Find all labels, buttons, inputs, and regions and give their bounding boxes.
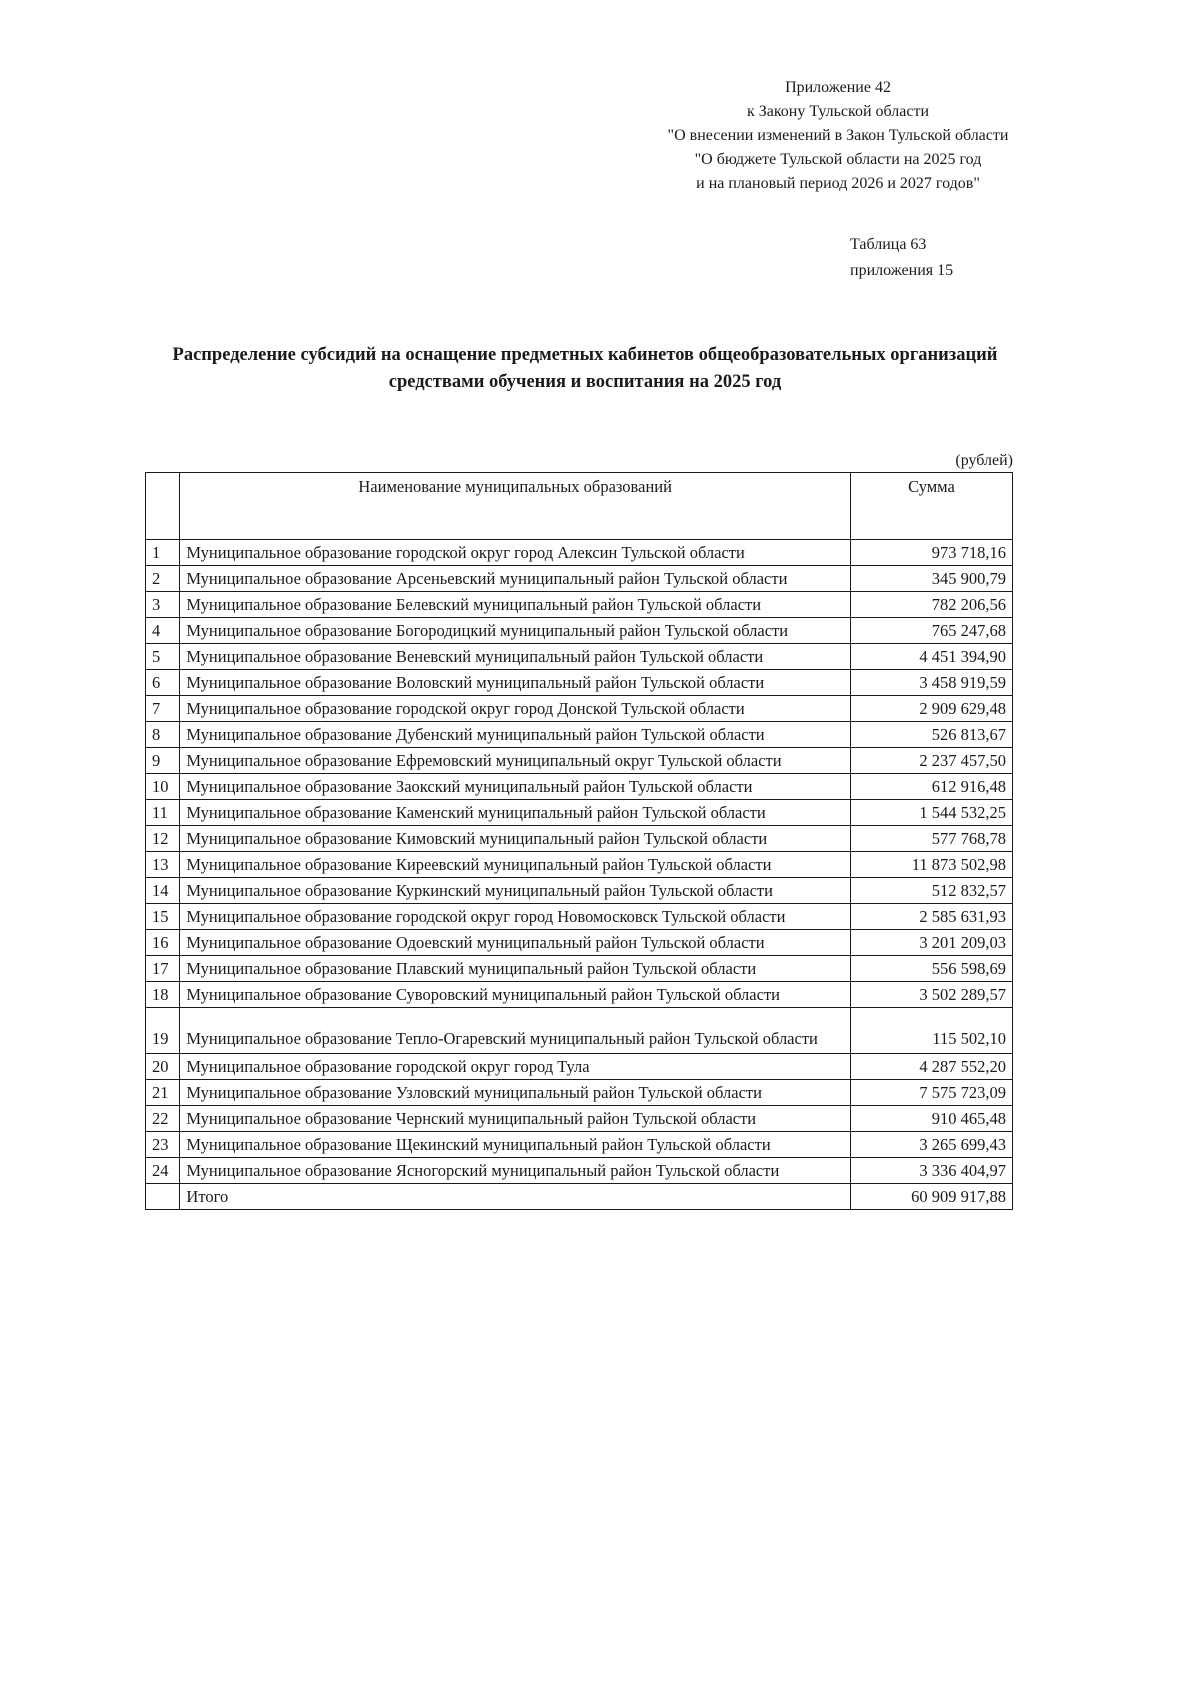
row-num: 3	[146, 592, 180, 618]
row-num: 10	[146, 774, 180, 800]
row-num: 15	[146, 904, 180, 930]
row-sum: 612 916,48	[850, 774, 1012, 800]
row-num: 17	[146, 956, 180, 982]
total-row	[146, 1184, 1013, 1210]
table-reference-line: приложения 15	[850, 262, 954, 279]
row-num: 11	[146, 800, 180, 826]
row-num: 1	[146, 540, 180, 566]
row-name: Муниципальное образование Узловский муниципальный район Тульской области	[180, 1080, 851, 1106]
row-name: Муниципальное образование Плавский муниципальный район Тульской области	[180, 956, 851, 982]
total-sum: 60 909 917,88	[850, 1184, 1012, 1210]
table-row	[146, 852, 1013, 878]
row-sum: 556 598,69	[850, 956, 1012, 982]
table-row	[146, 982, 1013, 1008]
total-label: Итого	[180, 1184, 851, 1210]
row-num: 7	[146, 696, 180, 722]
table-header-row	[146, 473, 1013, 540]
row-name: Муниципальное образование Белевский муниципальный район Тульской области	[180, 592, 851, 618]
appendix-line: и на плановый период 2026 и 2027 годов"	[696, 175, 980, 192]
row-sum: 765 247,68	[850, 618, 1012, 644]
row-name: Муниципальное образование Щекинский муниципальный район Тульской области	[180, 1132, 851, 1158]
row-name: Муниципальное образование городской округ город Тула	[180, 1054, 851, 1080]
row-name: Муниципальное образование городской округ город Новомосковск Тульской области	[180, 904, 851, 930]
total-num-cell	[146, 1184, 180, 1210]
row-name: Муниципальное образование Одоевский муниципальный район Тульской области	[180, 930, 851, 956]
row-sum: 782 206,56	[850, 592, 1012, 618]
row-num: 22	[146, 1106, 180, 1132]
table-row	[146, 1106, 1013, 1132]
row-name: Муниципальное образование Дубенский муниципальный район Тульской области	[180, 722, 851, 748]
row-name: Муниципальное образование Ефремовский муниципальный округ Тульской области	[180, 748, 851, 774]
row-name: Муниципальное образование Веневский муниципальный район Тульской области	[180, 644, 851, 670]
table-row	[146, 644, 1013, 670]
row-num: 13	[146, 852, 180, 878]
row-num: 14	[146, 878, 180, 904]
row-num: 6	[146, 670, 180, 696]
table-row	[146, 930, 1013, 956]
header-name: Наименование муниципальных образований	[180, 473, 851, 540]
table-row	[146, 826, 1013, 852]
row-sum: 910 465,48	[850, 1106, 1012, 1132]
subsidies-table	[145, 472, 1013, 1210]
row-sum: 2 909 629,48	[850, 696, 1012, 722]
appendix-line: "О внесении изменений в Закон Тульской области	[667, 127, 1009, 144]
row-name: Муниципальное образование Богородицкий муниципальный район Тульской области	[180, 618, 851, 644]
table-row	[146, 670, 1013, 696]
row-sum: 512 832,57	[850, 878, 1012, 904]
row-num: 12	[146, 826, 180, 852]
row-name: Муниципальное образование Тепло-Огаревский муниципальный район Тульской области	[180, 1008, 851, 1054]
appendix-block	[662, 76, 1014, 196]
table-row	[146, 618, 1013, 644]
row-sum: 3 502 289,57	[850, 982, 1012, 1008]
table-row	[146, 956, 1013, 982]
appendix-line: к Закону Тульской области	[746, 103, 930, 120]
table-row	[146, 748, 1013, 774]
row-name: Муниципальное образование Ясногорский муниципальный район Тульской области	[180, 1158, 851, 1184]
table-header	[146, 473, 1013, 540]
currency-note: (рублей)	[955, 452, 1013, 469]
row-sum: 577 768,78	[850, 826, 1012, 852]
table-row	[146, 800, 1013, 826]
row-sum: 345 900,79	[850, 566, 1012, 592]
row-num: 9	[146, 748, 180, 774]
row-num: 19	[146, 1008, 180, 1054]
row-num: 24	[146, 1158, 180, 1184]
row-name: Муниципальное образование Киреевский муниципальный район Тульской области	[180, 852, 851, 878]
row-num: 8	[146, 722, 180, 748]
table-reference-line: Таблица 63	[850, 236, 927, 253]
row-name: Муниципальное образование Суворовский муниципальный район Тульской области	[180, 982, 851, 1008]
row-sum: 3 265 699,43	[850, 1132, 1012, 1158]
row-name: Муниципальное образование Каменский муниципальный район Тульской области	[180, 800, 851, 826]
table-row	[146, 904, 1013, 930]
row-num: 20	[146, 1054, 180, 1080]
row-name: Муниципальное образование Кимовский муниципальный район Тульской области	[180, 826, 851, 852]
row-num: 21	[146, 1080, 180, 1106]
row-sum: 4 451 394,90	[850, 644, 1012, 670]
table-row	[146, 1054, 1013, 1080]
row-sum: 3 458 919,59	[850, 670, 1012, 696]
row-num: 23	[146, 1132, 180, 1158]
row-num: 2	[146, 566, 180, 592]
table-row	[146, 878, 1013, 904]
row-name: Муниципальное образование Заокский муниципальный район Тульской области	[180, 774, 851, 800]
row-name: Муниципальное образование Воловский муниципальный район Тульской области	[180, 670, 851, 696]
row-num: 16	[146, 930, 180, 956]
row-sum: 2 585 631,93	[850, 904, 1012, 930]
table-row	[146, 592, 1013, 618]
table-row	[146, 540, 1013, 566]
table-row	[146, 1132, 1013, 1158]
row-sum: 115 502,10	[850, 1008, 1012, 1054]
row-sum: 11 873 502,98	[850, 852, 1012, 878]
row-name: Муниципальное образование Арсеньевский муниципальный район Тульской области	[180, 566, 851, 592]
row-sum: 2 237 457,50	[850, 748, 1012, 774]
row-sum: 526 813,67	[850, 722, 1012, 748]
row-name: Муниципальное образование городской округ город Алексин Тульской области	[180, 540, 851, 566]
header-num	[146, 473, 180, 540]
table-row	[146, 774, 1013, 800]
row-name: Муниципальное образование Чернский муниципальный район Тульской области	[180, 1106, 851, 1132]
row-name: Муниципальное образование городской округ город Донской Тульской области	[180, 696, 851, 722]
table-row	[146, 696, 1013, 722]
row-num: 18	[146, 982, 180, 1008]
table-row	[146, 1008, 1013, 1054]
page-title: Распределение субсидий на оснащение предметных кабинетов общеобразовательных организаций средствами обучения и воспитания на 2025 год	[172, 345, 998, 392]
table-row	[146, 722, 1013, 748]
table-row	[146, 1080, 1013, 1106]
row-sum: 3 201 209,03	[850, 930, 1012, 956]
row-sum: 3 336 404,97	[850, 1158, 1012, 1184]
appendix-line: "О бюджете Тульской области на 2025 год	[694, 151, 982, 168]
row-num: 5	[146, 644, 180, 670]
table-body	[146, 540, 1013, 1210]
row-sum: 4 287 552,20	[850, 1054, 1012, 1080]
appendix-line: Приложение 42	[785, 79, 891, 96]
row-sum: 7 575 723,09	[850, 1080, 1012, 1106]
header-sum: Сумма	[850, 473, 1012, 540]
row-num: 4	[146, 618, 180, 644]
table-row	[146, 1158, 1013, 1184]
row-sum: 973 718,16	[850, 540, 1012, 566]
table-row	[146, 566, 1013, 592]
row-name: Муниципальное образование Куркинский муниципальный район Тульской области	[180, 878, 851, 904]
table-reference-block	[850, 232, 1110, 284]
row-sum: 1 544 532,25	[850, 800, 1012, 826]
